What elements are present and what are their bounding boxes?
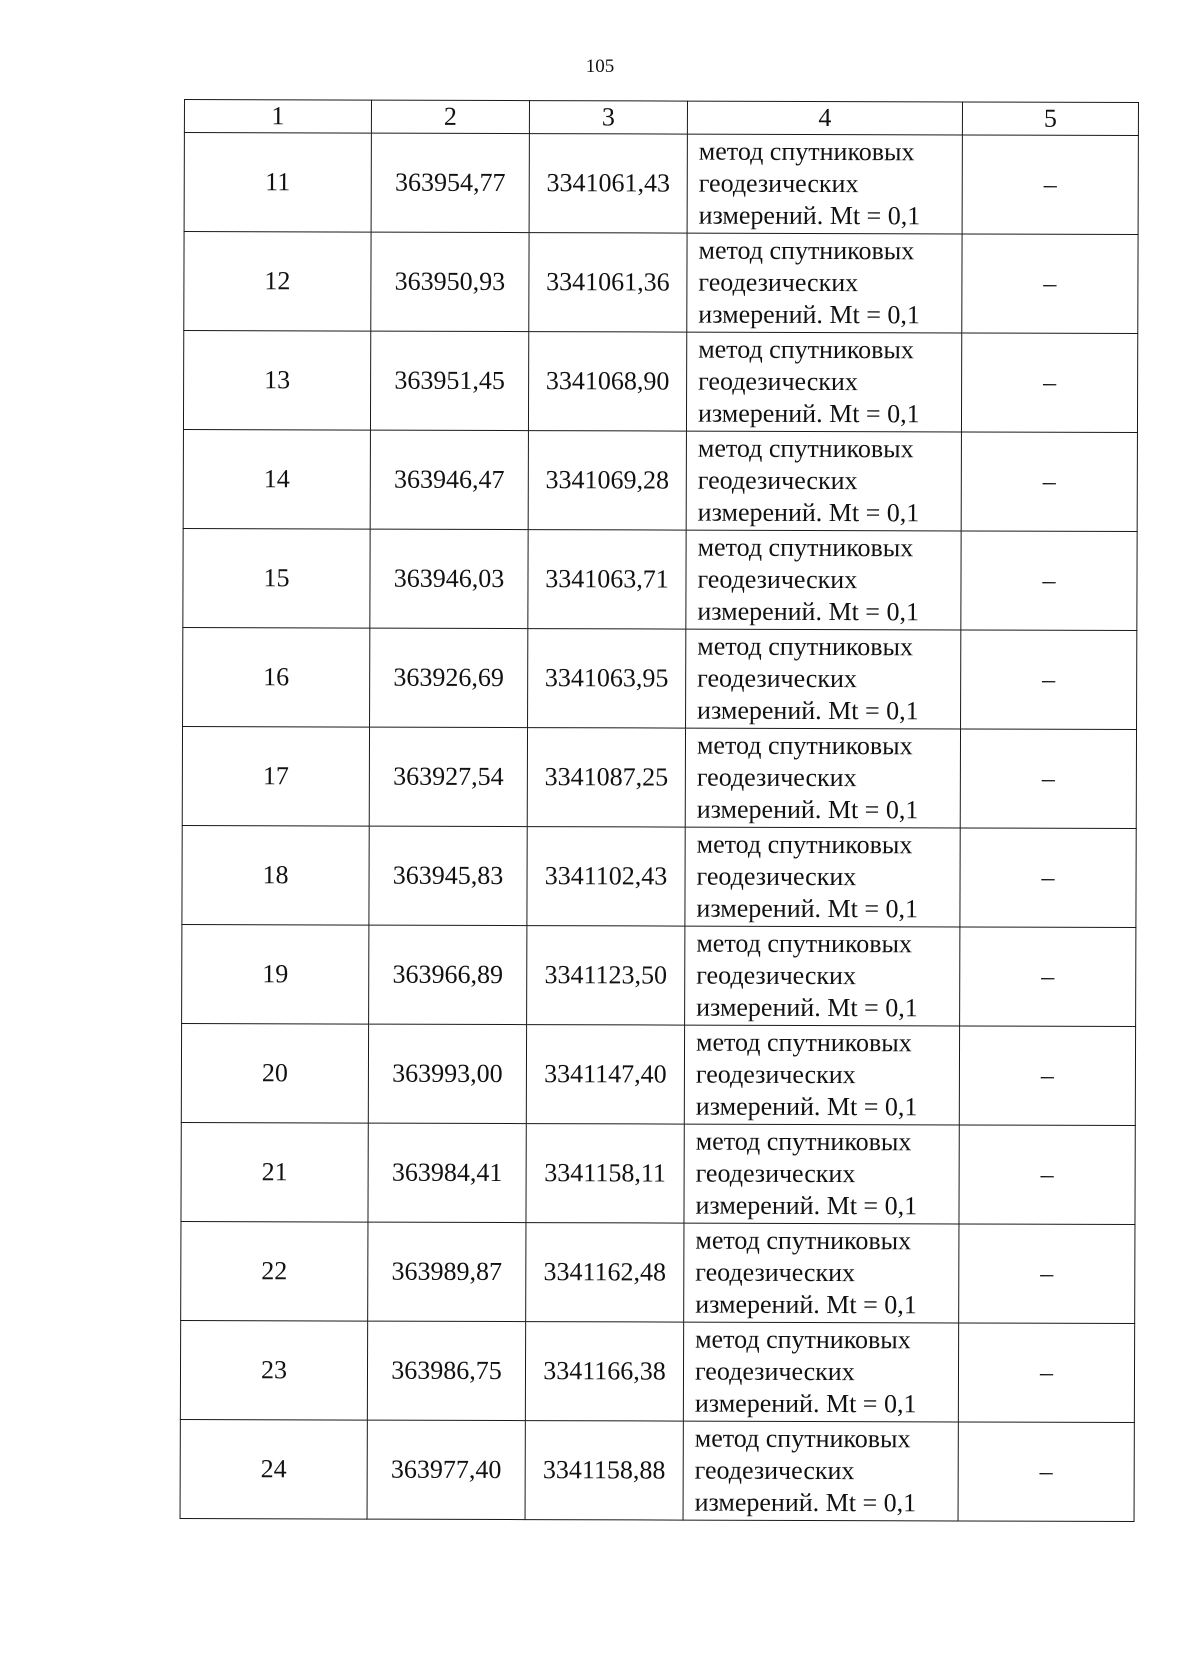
method-text-line: геодезических (694, 1455, 855, 1486)
table-row (181, 1221, 1135, 1323)
point-number-cell: 18 (182, 825, 369, 925)
table-row (183, 528, 1137, 630)
y-coordinate-cell: 3341068,90 (528, 332, 686, 431)
column-header-1: 1 (184, 100, 371, 134)
method-text-line: геодезических (697, 465, 858, 496)
y-coordinate-cell: 3341166,38 (525, 1322, 683, 1421)
note-cell: – (958, 1422, 1134, 1522)
column-header-5: 5 (962, 102, 1138, 136)
method-text-line: метод спутниковых (698, 334, 914, 365)
x-coordinate-cell: 363950,93 (371, 232, 529, 331)
point-number-cell: 22 (181, 1221, 368, 1321)
x-coordinate-cell: 363946,03 (370, 529, 528, 628)
method-cell (686, 332, 961, 432)
method-text-line: метод спутниковых (697, 433, 914, 464)
x-coordinate-cell: 363946,47 (370, 430, 528, 529)
method-cell (685, 728, 960, 828)
method-text-line: измерений. Mt = 0,1 (695, 1190, 918, 1221)
method-cell (684, 1124, 959, 1224)
method-cell (684, 1223, 959, 1323)
method-text-line: геодезических (695, 1059, 856, 1090)
note-cell: – (962, 234, 1138, 334)
point-number-cell: 19 (182, 924, 369, 1024)
method-text-line: измерений. Mt = 0,1 (695, 1091, 918, 1122)
note-cell: – (958, 1323, 1134, 1423)
method-text-line: геодезических (694, 1356, 855, 1387)
y-coordinate-cell: 3341087,25 (527, 728, 685, 827)
x-coordinate-cell: 363954,77 (371, 133, 529, 232)
method-text-line: измерений. Mt = 0,1 (697, 398, 920, 429)
note-cell: – (961, 432, 1137, 532)
x-coordinate-cell: 363926,69 (370, 628, 528, 727)
method-cell (686, 431, 961, 531)
table-row (180, 1320, 1134, 1422)
table-body (180, 133, 1138, 1522)
point-number-cell: 21 (181, 1122, 368, 1222)
method-text-line: метод спутниковых (695, 1225, 912, 1256)
method-text-line: измерений. Mt = 0,1 (696, 893, 919, 924)
method-text-line: метод спутниковых (694, 1423, 911, 1454)
point-number-cell: 13 (183, 331, 370, 431)
y-coordinate-cell: 3341063,71 (528, 530, 686, 629)
method-text-line: метод спутниковых (697, 631, 914, 662)
point-number-cell: 12 (184, 232, 371, 332)
method-text-line: геодезических (698, 168, 859, 199)
y-coordinate-cell: 3341102,43 (527, 827, 685, 926)
point-number-cell: 23 (180, 1320, 367, 1420)
table-row (182, 825, 1136, 927)
method-text-line: метод спутниковых (695, 1324, 911, 1355)
method-cell (686, 629, 961, 729)
method-text-line: геодезических (697, 663, 857, 694)
method-text-line: метод спутниковых (695, 1126, 912, 1157)
header-row (184, 100, 1138, 136)
point-number-cell: 17 (182, 726, 369, 826)
y-coordinate-cell: 3341123,50 (527, 926, 685, 1025)
point-number-cell: 11 (184, 133, 371, 233)
note-cell: – (960, 729, 1136, 829)
table-row (182, 924, 1136, 1026)
method-text-line: геодезических (698, 366, 858, 397)
method-text-line: геодезических (695, 1257, 856, 1288)
table-row (180, 1419, 1134, 1521)
method-text-line: измерений. Mt = 0,1 (697, 596, 920, 627)
method-text-line: геодезических (697, 564, 858, 595)
note-cell: – (960, 828, 1136, 928)
column-header-4: 4 (687, 101, 962, 135)
y-coordinate-cell: 3341147,40 (526, 1025, 684, 1124)
note-cell: – (961, 531, 1137, 631)
y-coordinate-cell: 3341063,95 (528, 629, 686, 728)
y-coordinate-cell: 3341061,43 (529, 134, 687, 233)
x-coordinate-cell: 363986,75 (367, 1321, 525, 1420)
method-cell (686, 530, 961, 630)
method-text-line: геодезических (696, 762, 857, 793)
method-text-line: измерений. Mt = 0,1 (694, 1487, 917, 1518)
method-cell (685, 926, 960, 1026)
method-cell (683, 1322, 958, 1422)
x-coordinate-cell: 363927,54 (369, 727, 527, 826)
table-row (183, 331, 1137, 433)
y-coordinate-cell: 3341158,11 (526, 1124, 684, 1223)
point-number-cell: 20 (181, 1023, 368, 1123)
method-text-line: измерений. Mt = 0,1 (698, 299, 920, 330)
y-coordinate-cell: 3341069,28 (528, 431, 686, 530)
table-row (184, 232, 1138, 334)
column-header-2: 2 (371, 100, 529, 133)
note-cell: – (962, 135, 1138, 235)
x-coordinate-cell: 363989,87 (368, 1222, 526, 1321)
method-text-line: геодезических (698, 267, 859, 298)
method-cell (687, 233, 962, 333)
x-coordinate-cell: 363945,83 (369, 826, 527, 925)
method-text-line: измерений. Mt = 0,1 (696, 992, 918, 1023)
method-text-line: геодезических (695, 1158, 856, 1189)
method-text-line: измерений. Mt = 0,1 (698, 200, 921, 231)
x-coordinate-cell: 363977,40 (367, 1420, 525, 1519)
note-cell: – (959, 1026, 1135, 1126)
method-text-line: метод спутниковых (698, 235, 915, 266)
note-cell: – (960, 927, 1136, 1027)
x-coordinate-cell: 363993,00 (368, 1024, 526, 1123)
point-number-cell: 14 (183, 429, 370, 529)
table-header (184, 100, 1138, 136)
method-text-line: метод спутниковых (696, 730, 913, 761)
note-cell: – (961, 630, 1137, 730)
method-text-line: измерений. Mt = 0,1 (694, 1388, 917, 1419)
note-cell: – (959, 1224, 1135, 1324)
method-text-line: метод спутниковых (698, 136, 915, 167)
x-coordinate-cell: 363984,41 (368, 1123, 526, 1222)
note-cell: – (959, 1125, 1135, 1225)
method-text-line: метод спутниковых (695, 1027, 912, 1058)
point-number-cell: 24 (180, 1419, 367, 1519)
method-cell (685, 827, 960, 927)
method-cell (687, 134, 962, 234)
y-coordinate-cell: 3341158,88 (525, 1421, 683, 1520)
coordinates-table (180, 99, 1139, 1522)
table-row (183, 429, 1137, 531)
point-number-cell: 15 (183, 528, 370, 628)
method-text-line: измерений. Mt = 0,1 (697, 695, 919, 726)
page-number: 105 (585, 56, 615, 77)
y-coordinate-cell: 3341061,36 (529, 233, 687, 332)
x-coordinate-cell: 363951,45 (370, 331, 528, 430)
point-number-cell: 16 (183, 627, 370, 727)
column-header-3: 3 (529, 101, 687, 134)
method-text-line: измерений. Mt = 0,1 (697, 497, 920, 528)
note-cell: – (961, 333, 1137, 433)
table-row (183, 627, 1137, 729)
table-row (181, 1122, 1135, 1224)
table-row (181, 1023, 1135, 1125)
method-cell (684, 1025, 959, 1125)
method-text-line: измерений. Mt = 0,1 (696, 794, 919, 825)
table-row (184, 133, 1138, 235)
table-row (182, 726, 1136, 828)
method-text-line: метод спутниковых (697, 532, 914, 563)
method-text-line: метод спутниковых (696, 928, 913, 959)
method-text-line: геодезических (696, 861, 857, 892)
y-coordinate-cell: 3341162,48 (526, 1223, 684, 1322)
method-cell (683, 1421, 958, 1521)
x-coordinate-cell: 363966,89 (369, 925, 527, 1024)
method-text-line: измерений. Mt = 0,1 (695, 1289, 917, 1320)
method-text-line: геодезических (696, 960, 857, 991)
method-text-line: метод спутниковых (696, 829, 913, 860)
